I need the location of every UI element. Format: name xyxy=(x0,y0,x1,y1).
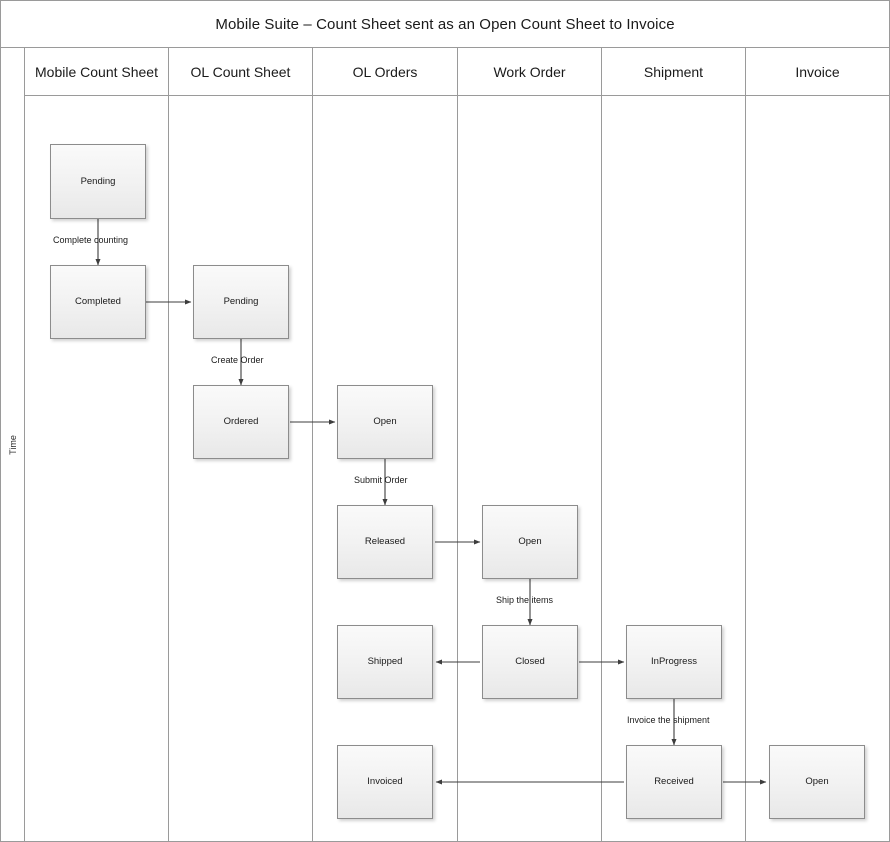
lane-header-work-order xyxy=(458,48,601,96)
node-ol-count-sheet-ordered[interactable] xyxy=(193,385,289,459)
edge-label-ship-the-items: Ship the items xyxy=(496,595,554,605)
node-ol-orders-invoiced[interactable] xyxy=(337,745,433,819)
node-label: Completed xyxy=(75,296,121,308)
lane-title: Invoice xyxy=(795,63,840,80)
node-label: Closed xyxy=(515,656,545,668)
node-label: Pending xyxy=(80,175,116,187)
node-mobile-count-sheet-completed[interactable] xyxy=(50,265,146,339)
lane-title: Work Order xyxy=(493,63,566,80)
lane-header-ol-count-sheet xyxy=(169,48,312,96)
node-label: Open xyxy=(518,536,542,548)
node-ol-orders-open[interactable] xyxy=(337,385,433,459)
lane-invoice xyxy=(746,48,889,842)
node-work-order-closed[interactable] xyxy=(482,625,578,699)
edge-label-invoice-the-shipment: Invoice the shipment xyxy=(627,715,710,725)
node-work-order-open[interactable] xyxy=(482,505,578,579)
node-mobile-count-sheet-pending[interactable] xyxy=(50,144,146,219)
node-label: Open xyxy=(805,776,829,788)
edge-label-create-order: Create Order xyxy=(211,355,264,365)
node-label: Shipped xyxy=(367,656,403,668)
lane-header-ol-orders xyxy=(313,48,457,96)
time-axis-label: Time xyxy=(7,435,18,455)
node-shipment-received[interactable] xyxy=(626,745,722,819)
node-label: Ordered xyxy=(223,416,259,428)
node-shipment-inprogress[interactable] xyxy=(626,625,722,699)
node-ol-orders-released[interactable] xyxy=(337,505,433,579)
node-ol-orders-shipped[interactable] xyxy=(337,625,433,699)
lane-title: Mobile Count Sheet xyxy=(35,63,158,80)
diagram-title-bar xyxy=(1,1,889,48)
lane-work-order xyxy=(458,48,602,842)
lane-header-shipment xyxy=(602,48,745,96)
node-label: InProgress xyxy=(651,656,697,668)
lane-header-invoice xyxy=(746,48,889,96)
page-title: Mobile Suite – Count Sheet sent as an Open Count Sheet to Invoice xyxy=(215,15,675,33)
node-invoice-open[interactable] xyxy=(769,745,865,819)
edge-label-submit-order: Submit Order xyxy=(354,475,408,485)
edge-label-complete-counting: Complete counting xyxy=(53,235,129,245)
node-label: Released xyxy=(364,536,406,548)
node-label: Open xyxy=(373,416,397,428)
node-ol-count-sheet-pending[interactable] xyxy=(193,265,289,339)
node-label: Invoiced xyxy=(367,776,403,788)
node-label: Received xyxy=(654,776,694,788)
lane-title: OL Count Sheet xyxy=(190,63,291,80)
lane-title: Shipment xyxy=(643,63,704,80)
node-label: Pending xyxy=(223,296,259,308)
lane-header-mobile-count-sheet xyxy=(25,48,168,96)
lane-title: OL Orders xyxy=(352,63,418,80)
time-axis xyxy=(1,48,25,842)
